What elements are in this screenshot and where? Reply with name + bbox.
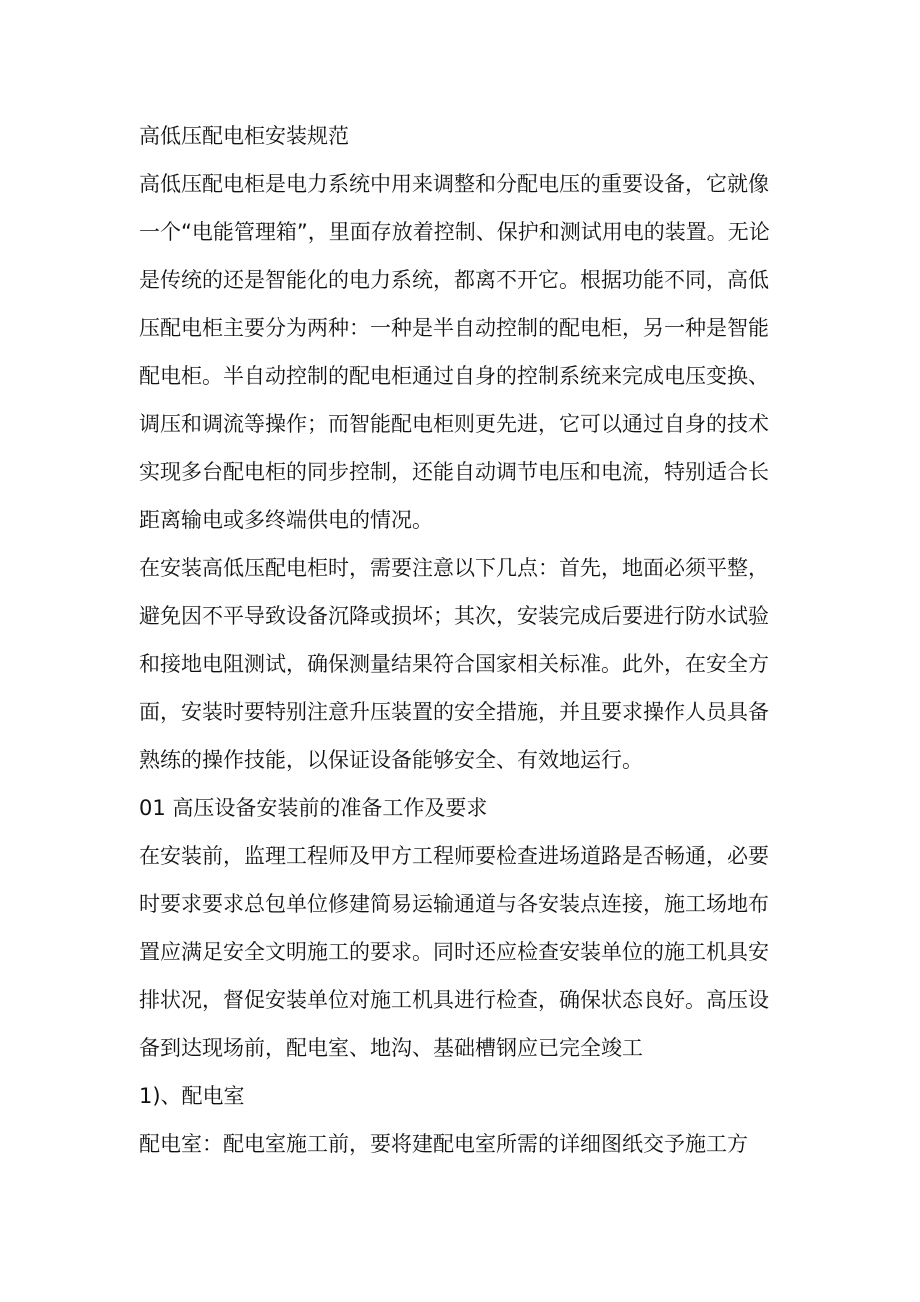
intro-line: 是传统的还是智能化的电力系统，都离不开它。根据功能不同，高低 [139, 268, 769, 292]
intro-line: 调压和调流等操作；而智能配电柜则更先进，它可以通过自身的技术 [139, 412, 769, 436]
subsection-1-paragraph [139, 1120, 789, 1168]
document-title: 高低压配电柜安装规范 [139, 124, 349, 148]
intro-line: 距离输电或多终端供电的情况。 [139, 508, 433, 532]
intro-line: 高低压配电柜是电力系统中用来调整和分配电压的重要设备，它就像 [139, 172, 769, 196]
section-01-line: 排状况，督促安装单位对施工机具进行检查，确保状态良好。高压设 [139, 988, 769, 1012]
notes-line: 熟练的操作技能，以保证设备能够安全、有效地运行。 [139, 748, 643, 772]
intro-line: 压配电柜主要分为两种：一种是半自动控制的配电柜，另一种是智能 [139, 316, 769, 340]
section-01-line: 在安装前，监理工程师及甲方工程师要检查进场道路是否畅通，必要 [139, 844, 769, 868]
intro-line: 配电柜。半自动控制的配电柜通过自身的控制系统来完成电压变换、 [139, 364, 769, 388]
intro-paragraph [139, 160, 789, 544]
subsection-1-heading: 1)、配电室 [139, 1084, 245, 1108]
subsection-1-line: 配电室：配电室施工前，要将建配电室所需的详细图纸交予施工方 [139, 1132, 748, 1156]
intro-line: 一个“电能管理箱”，里面存放着控制、保护和测试用电的装置。无论 [139, 220, 770, 244]
section-01-paragraph [139, 832, 789, 1072]
section-01-heading: 01 高压设备安装前的准备工作及要求 [139, 796, 488, 820]
installation-notes-paragraph [139, 544, 789, 784]
notes-line: 在安装高低压配电柜时，需要注意以下几点：首先，地面必须平整， [139, 556, 769, 580]
notes-line: 避免因不平导致设备沉降或损坏；其次，安装完成后要进行防水试验 [139, 604, 769, 628]
section-01-line: 时要求要求总包单位修建简易运输通道与各安装点连接，施工场地布 [139, 892, 769, 916]
document-body [139, 112, 789, 1168]
section-01-line: 置应满足安全文明施工的要求。同时还应检查安装单位的施工机具安 [139, 940, 769, 964]
intro-line: 实现多台配电柜的同步控制，还能自动调节电压和电流，特别适合长 [139, 460, 769, 484]
notes-line: 和接地电阻测试，确保测量结果符合国家相关标准。此外，在安全方 [139, 652, 769, 676]
notes-line: 面，安装时要特别注意升压装置的安全措施，并且要求操作人员具备 [139, 700, 769, 724]
section-01-line: 备到达现场前，配电室、地沟、基础槽钢应已完全竣工 [139, 1036, 643, 1060]
